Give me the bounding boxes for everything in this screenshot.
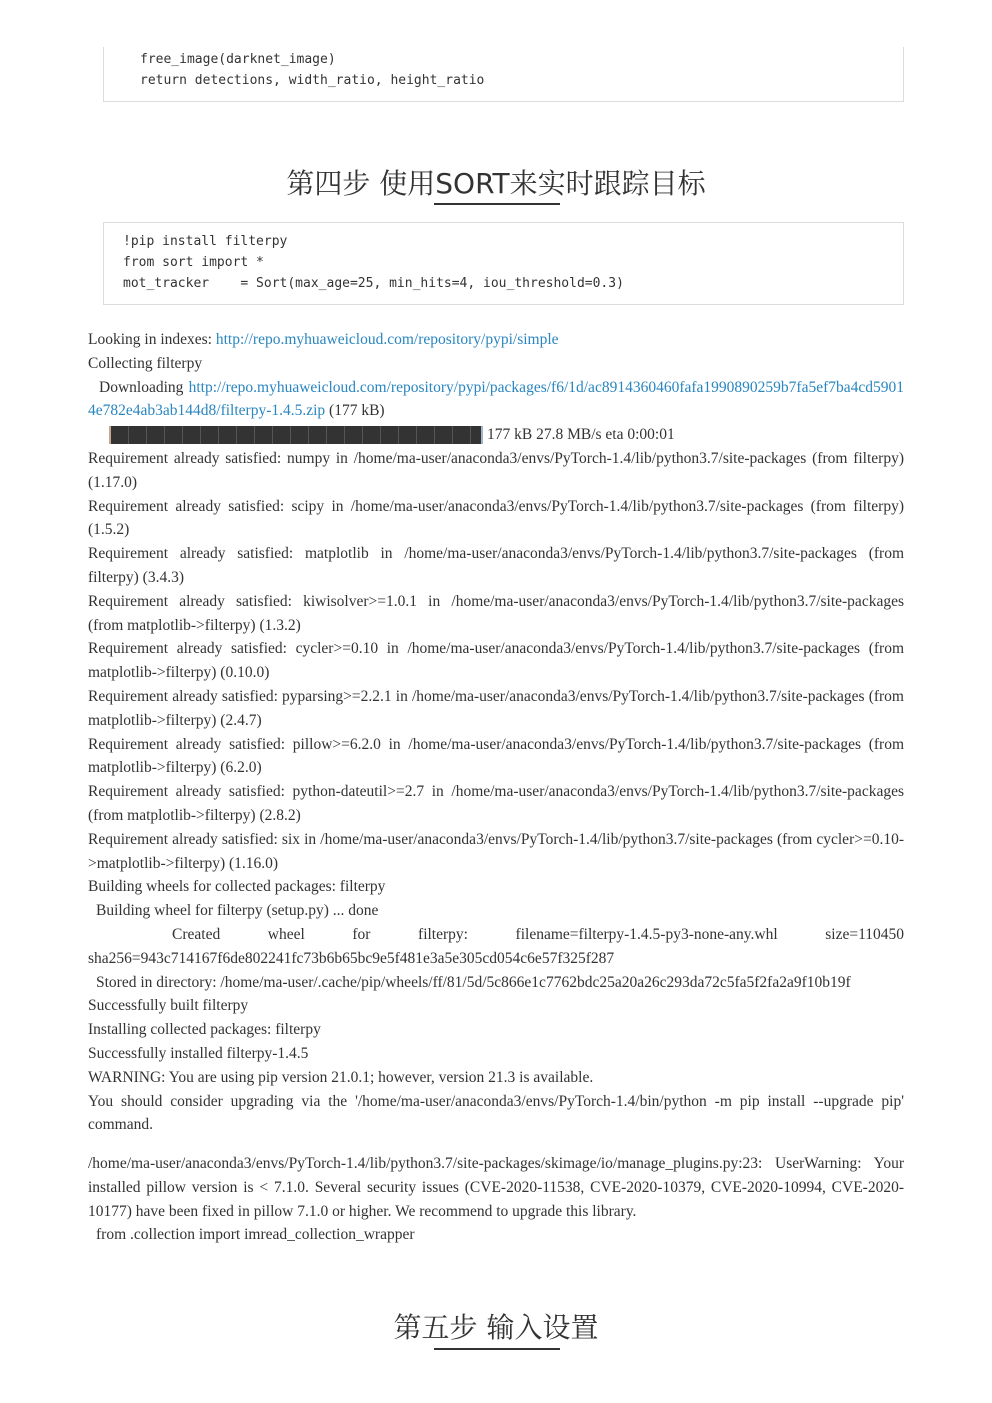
requirement-line: Requirement already satisfied: six in /home/ma-user/anaconda3/envs/PyTorch-1.4/lib/python3.7/site-packages (from cycler>=0.10->matplotlib->filterpy) (1.16.0) [88, 830, 904, 872]
cell-output-userwarning [88, 1152, 904, 1247]
code-line: mot_tracker = Sort(max_age=25, min_hits=4, iou_threshold=0.3) [123, 276, 624, 291]
output-line-warning: WARNING: You are using pip version 21.0.1; however, version 21.3 is available. [88, 1068, 594, 1086]
heading-underline [434, 203, 560, 205]
requirement-line: Requirement already satisfied: kiwisolver>=1.0.1 in /home/ma-user/anaconda3/envs/PyTorch-1.4/lib/python3.7/site-packages (from matplotlib->filterpy) (1.3.2) [88, 592, 904, 634]
output-line-upgrade: You should consider upgrading via the '/home/ma-user/anaconda3/envs/PyTorch-1.4/bin/python -m pip install --upgrade pip' command. [88, 1092, 904, 1134]
output-line: Installing collected packages: filterpy [88, 1021, 321, 1039]
output-line-import: from .collection import imread_collection_wrapper [96, 1226, 415, 1244]
download-url-link[interactable]: http://repo.myhuaweicloud.com/repository/pypi/packages/f6/1d/ac8914360460fafa1990890259b7fa5ef7ba4cd59014e782e4ab3ab144d8/filterpy-1.4.5.zip [88, 378, 904, 420]
index-url-link[interactable]: http://repo.myhuaweicloud.com/repository/pypi/simple [215, 331, 559, 348]
user-warning-text: /home/ma-user/anaconda3/envs/PyTorch-1.4/lib/python3.7/site-packages/skimage/io/manage_plugins.py:23: UserWarning: Your installed pillow version is < 7.1.0. Several security issues (CVE-2020-11538, CVE-2020-10379, CVE-2020-10994, CVE-2020-10177) have been fixed in pillow 7.1.0 or higher. We recommend to upgrade this library. [88, 1155, 904, 1220]
output-line-indexes: Looking in indexes: http://repo.myhuaweicloud.com/repository/pypi/simple [88, 331, 559, 348]
heading-text: 第五步 输入设置 [393, 1311, 599, 1344]
download-progress-bar [109, 426, 483, 444]
cell-output-pip-install [88, 328, 904, 1137]
output-line: Building wheel for filterpy (setup.py) ... done [96, 902, 379, 920]
code-line: return detections, width_ratio, height_ratio [140, 73, 485, 88]
download-progress-row [88, 423, 904, 447]
output-line-created-wheel: Created wheel for filterpy: filename=filterpy-1.4.5-py3-none-any.whl size=110450 [172, 925, 904, 943]
code-block-darknet-return [103, 47, 904, 102]
output-line-downloading: Downloading http://repo.myhuaweicloud.com/repository/pypi/packages/f6/1d/ac8914360460fafa1990890259b7fa5ef7ba4cd59014e782e4ab3ab144d8/filterpy-1.4.5.zip (177 kB) [88, 378, 904, 420]
requirement-line: Requirement already satisfied: cycler>=0.10 in /home/ma-user/anaconda3/envs/PyTorch-1.4/lib/python3.7/site-packages (from matplotlib->filterpy) (0.10.0) [88, 640, 904, 682]
requirement-line: Requirement already satisfied: numpy in /home/ma-user/anaconda3/envs/PyTorch-1.4/lib/python3.7/site-packages (from filterpy) (1.17.0) [88, 449, 904, 491]
requirement-line: Requirement already satisfied: pyparsing>=2.2.1 in /home/ma-user/anaconda3/envs/PyTorch-1.4/lib/python3.7/site-packages (from matplotlib->filterpy) (2.4.7) [88, 687, 904, 729]
output-line: Successfully installed filterpy-1.4.5 [88, 1044, 309, 1062]
requirement-line: Requirement already satisfied: matplotlib in /home/ma-user/anaconda3/envs/PyTorch-1.4/lib/python3.7/site-packages (from filterpy) (3.4.3) [88, 545, 904, 586]
heading-underline [434, 1348, 560, 1350]
requirement-line: Requirement already satisfied: scipy in /home/ma-user/anaconda3/envs/PyTorch-1.4/lib/python3.7/site-packages (from filterpy) (1.5.2) [88, 497, 904, 539]
heading-text: 第四步 使用SORT来实时跟踪目标 [286, 167, 706, 200]
section-heading-step5 [0, 1306, 992, 1346]
code-line: from sort import * [123, 255, 264, 270]
code-line: free_image(darknet_image) [140, 52, 336, 67]
output-line: Building wheels for collected packages: filterpy [88, 878, 386, 896]
output-line: Successfully built filterpy [88, 997, 249, 1015]
progress-text: 177 kB 27.8 MB/s eta 0:00:01 [487, 426, 675, 444]
output-line-stored: Stored in directory: /home/ma-user/.cache/pip/wheels/ff/81/5d/5c866e1c7762bdc25a20a26c293da72c5fa5f2fa2a9f10b19f [96, 973, 851, 991]
requirement-line: Requirement already satisfied: pillow>=6.2.0 in /home/ma-user/anaconda3/envs/PyTorch-1.4/lib/python3.7/site-packages (from matplotlib->filterpy) (6.2.0) [88, 735, 904, 777]
section-heading-step4 [0, 162, 992, 202]
output-line: Collecting filterpy [88, 354, 203, 372]
requirement-line: Requirement already satisfied: python-dateutil>=2.7 in /home/ma-user/anaconda3/envs/PyTorch-1.4/lib/python3.7/site-packages (from matplotlib->filterpy) (2.8.2) [88, 783, 904, 824]
output-line-sha256: sha256=943c714167f6de802241fc73b6b65bc9e5f481e3a5e305cd054c6e57f325f287 [88, 949, 615, 967]
code-block-sort-setup [103, 222, 904, 305]
code-line: !pip install filterpy [123, 234, 288, 249]
